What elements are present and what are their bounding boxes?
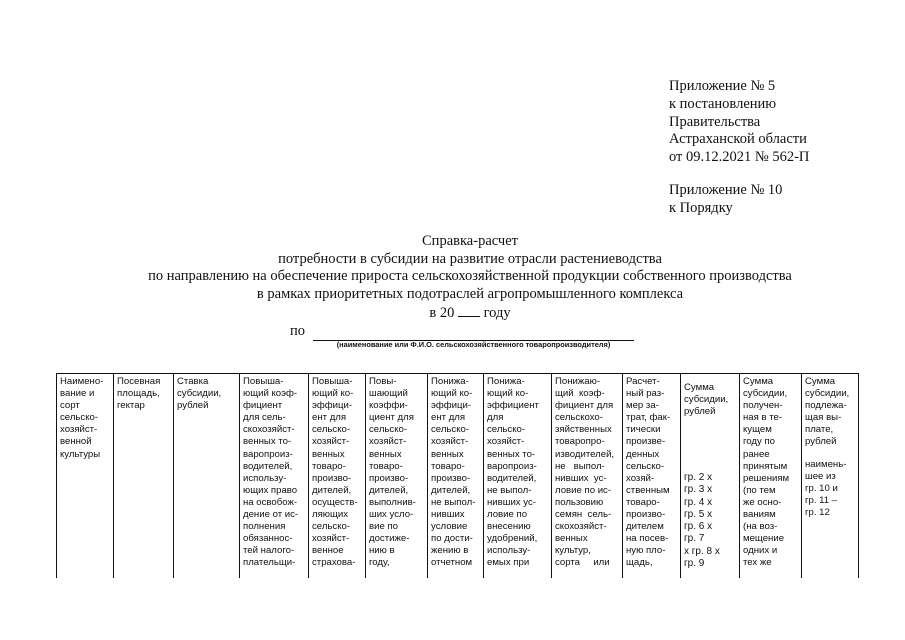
appendix-5-block bbox=[669, 78, 809, 167]
table-header-cell: Посевная площадь, гектар bbox=[114, 374, 174, 579]
table-header-cell-subsidy bbox=[681, 374, 740, 579]
table-header-cell: Понижаю- щий коэф- фициент для сельскохо- зяйственных товаропро- изводителей, не выпол- нивших ус- ловие по ис- пользовию семян сель- скохозяйст- венных культур, сорта или bbox=[552, 374, 623, 579]
recipient-caption: (наименование или Ф.И.О. сельскохозяйственного товаропроизводителя) bbox=[336, 340, 611, 349]
table-header-cell: Повы- шающий коэффи- циент для сельско- хозяйст- венных товаро- произво- дителей, выполнив- ших усло- вие по достиже- нию в году, bbox=[366, 374, 428, 579]
subsidy-table bbox=[56, 373, 859, 578]
appendix-5-government: Правительства bbox=[669, 113, 761, 130]
appendix-5-decree: к постановлению bbox=[669, 95, 777, 112]
table-header-cell: Понижа- ющий ко- эффициент для сельско- хозяйст- венных то- варопроиз- водителей, не выпол- нивших ус- ловие по внесению удобрений, использу- емых при bbox=[484, 374, 552, 579]
subsidy-formula: гр. 2 х гр. 3 х гр. 4 х гр. 5 х гр. 6 х гр. 7 х гр. 8 х гр. 9 bbox=[684, 472, 720, 569]
title-line-1: Справка-расчет bbox=[422, 233, 518, 249]
year-prefix: в 20 bbox=[429, 304, 455, 321]
title-year-line bbox=[100, 304, 840, 323]
subsidy-label: Сумма субсидии, рублей bbox=[684, 382, 729, 418]
appendix-5-number: Приложение № 5 bbox=[669, 78, 776, 94]
table-header-cell: Наимено- вание и сорт сельско- хозяйст- венной культуры bbox=[57, 374, 114, 579]
table-header-cell: Повыша- ющий коэф- фициент для сель- скохозяйст- венных то- варопроиз- водителей, использу- ющих право на освобож- дение от ис- полнения обязаннос- тей налого- плательщи- bbox=[240, 374, 309, 579]
year-blank bbox=[458, 304, 480, 317]
title-line-2: потребности в субсидии на развитие отрасли растениеводства bbox=[278, 250, 662, 267]
appendix-10-procedure: к Порядку bbox=[669, 199, 733, 216]
table-header-cell: Повыша- ющий ко- эффици- ент для сельско- хозяйст- венных товаро- произво- дителей, осуществ- ляющих сельско- хозяйст- венное страхова- bbox=[309, 374, 366, 579]
table-header-row bbox=[57, 374, 859, 579]
title-line-4: в рамках приоритетных подотраслей агропромышленного комплекса bbox=[256, 286, 684, 303]
appendix-5-region: Астраханской области bbox=[669, 131, 807, 148]
recipient-prefix: по bbox=[290, 323, 306, 339]
appendix-5-date-number: от 09.12.2021 № 562-П bbox=[669, 149, 810, 166]
document-title bbox=[100, 233, 840, 323]
table-header-cell: Ставка субсидии, рублей bbox=[174, 374, 240, 579]
table-header-cell-payable bbox=[802, 374, 859, 579]
year-suffix: году bbox=[483, 304, 511, 321]
payable-label: Сумма субсидии, подлежа- щая вы- плате, рублей bbox=[805, 376, 850, 448]
table-header-cell: Сумма субсидии, получен- ная в те- кущем году по ранее принятым решениям (по тем же осно- ваниям (на воз- мещение одних и тех же bbox=[740, 374, 802, 579]
title-line-3: по направлению на обеспечение прироста сельскохозяйственной продукции собственного производства bbox=[148, 268, 792, 285]
appendix-10-block bbox=[669, 182, 782, 218]
table-header-cell: Расчет- ный раз- мер за- трат, фак- тически произве- денных сельско- хозяй- ственным товаро- произво- дителем на посев- ную пло- щадь, bbox=[623, 374, 681, 579]
table-header-cell: Понижа- ющий ко- эффици- ент для сельско- хозяйст- венных товаро- произво- дителей, не выпол- нивших условие по дости- жению в отчетном bbox=[428, 374, 484, 579]
appendix-10-number: Приложение № 10 bbox=[669, 182, 783, 198]
payable-formula: наимень- шее из гр. 10 и гр. 11 – гр. 12 bbox=[805, 458, 847, 518]
